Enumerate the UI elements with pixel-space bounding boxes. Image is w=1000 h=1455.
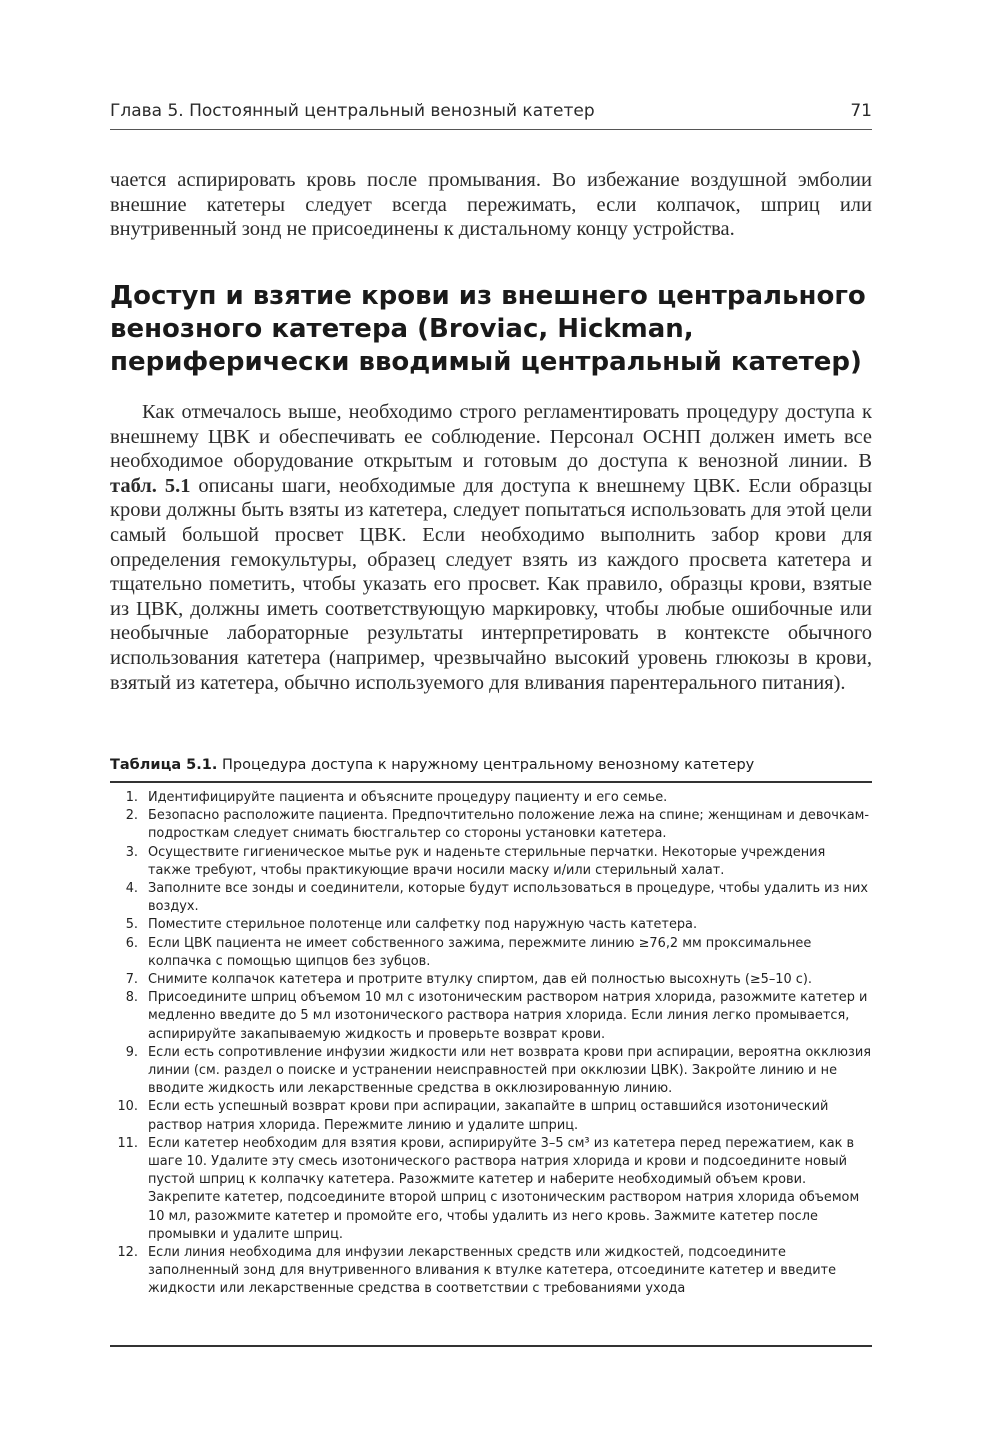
- step-number: 2.: [125, 808, 138, 824]
- step-number: 1.: [125, 790, 138, 805]
- table-label: Таблица 5.1.: [110, 757, 218, 773]
- step-text: Поместите стерильное полотенце или салфетку под наружную часть катетера.: [148, 917, 698, 933]
- step-text: Если есть сопротивление инфузии жидкости или нет возврата крови при аспирации, вероятна окклюзия линии (см. раздел о поиске и устранении неисправностей при окклюзии ЦВК). Закройте линию и не вводите жидкость или лекарственные средства в окклюзированную линию.: [148, 1044, 871, 1097]
- step-number: 6.: [125, 935, 138, 951]
- table-caption-text: Процедура доступа к наружному центральному венозному катетеру: [221, 757, 755, 773]
- step-text: Если есть успешный возврат крови при аспирации, закапайте в шприц оставшийся изотонический раствор натрия хлорида. Пережмите линию и удалите шприц.: [148, 1099, 829, 1133]
- procedure-step: [110, 1135, 872, 1244]
- table-reference: табл. 5.1: [110, 474, 191, 497]
- page-number: 71: [850, 101, 872, 121]
- section-heading: Доступ и взятие крови из внешнего центрального венозного катетера (Broviac, Hickman, периферически вводимый центральный катетер): [110, 281, 866, 377]
- procedure-step: [110, 789, 872, 807]
- paragraph-text-end: описаны шаги, необходимые для доступа к внешнему ЦВК. Если образцы крови должны быть взяты из катетера, следует попытаться использовать для этой цели самый большой просвет ЦВК. Если необходимо выполнить забор крови для определения гемокультуры, образец следует взять из каждого просвета катетера и тщательно пометить, чтобы указать его просвет. Как правило, образцы крови, взятые из ЦВК, должны иметь соответствующую маркировку, чтобы любые ошибочные или необычные лабораторные результаты интерпретировать в контексте обычного использования катетера (например, чрезвычайно высокий уровень глюкозы в крови, взятый из катетера, обычно используемого для вливания парентерального питания).: [110, 474, 873, 694]
- step-number: 11.: [117, 1135, 138, 1151]
- step-number: 3.: [125, 844, 138, 860]
- procedure-step: [110, 1244, 872, 1299]
- step-number: 12.: [117, 1245, 138, 1261]
- procedure-step: [110, 880, 872, 916]
- procedure-steps-list: [110, 789, 872, 1299]
- table-top-rule: [110, 781, 872, 783]
- step-number: 7.: [125, 972, 138, 988]
- procedure-step: [110, 1098, 872, 1134]
- step-text: Снимите колпачок катетера и протрите втулку спиртом, дав ей полностью высохнуть (≥5–10 с).: [148, 972, 813, 988]
- step-number: 10.: [117, 1099, 138, 1115]
- step-text: Идентифицируйте пациента и объясните процедуру пациенту и его семье.: [148, 790, 668, 805]
- procedure-step: [110, 807, 872, 843]
- step-text: Присоедините шприц объемом 10 мл с изотоническим раствором натрия хлорида, разожмите катетер и медленно введите до 5 мл изотонического раствора натрия хлорида. Если линия легко промывается, аспирируйте закапываемую жидкость и проверьте возврат крови.: [148, 990, 868, 1042]
- step-text: Если ЦВК пациента не имеет собственного зажима, пережмите линию ≥76,2 мм проксимальнее колпачка с помощью щипцов без зубцов.: [148, 935, 812, 969]
- step-number: 9.: [125, 1044, 138, 1060]
- section-paragraph: [110, 400, 872, 695]
- step-text: Заполните все зонды и соединители, которые будут использоваться в процедуре, чтобы удалить из них воздух.: [148, 881, 868, 915]
- running-header: [110, 97, 872, 127]
- table-bottom-rule: [110, 1345, 872, 1347]
- procedure-step: [110, 971, 872, 989]
- step-text: Осуществите гигиеническое мытье рук и наденьте стерильные перчатки. Некоторые учреждения также требуют, чтобы практикующие врачи носили маску и/или стерильный халат.: [148, 844, 826, 878]
- intro-paragraph: чается аспирировать кровь после промывания. Во избежание воздушной эмболии внешние катетеры следует всегда пережимать, если колпачок, шприц или внутривенный зонд не присоединены к дистальному концу устройства.: [110, 169, 872, 241]
- table-caption: [110, 757, 872, 773]
- paragraph-text-start: Как отмечалось выше, необходимо строго регламентировать процедуру доступа к внешнему ЦВК и обеспечивать ее соблюдение. Персонал ОСНП должен иметь все необходимое оборудование открытым и готовым до доступа к венозной линии. В: [110, 401, 872, 473]
- procedure-step: [110, 989, 872, 1044]
- header-divider: [110, 129, 872, 130]
- chapter-title: Глава 5. Постоянный центральный венозный катетер: [110, 101, 595, 121]
- procedure-step: [110, 935, 872, 971]
- procedure-step: [110, 1044, 872, 1099]
- step-number: 4.: [125, 881, 138, 897]
- procedure-step: [110, 916, 872, 934]
- step-number: 8.: [125, 990, 138, 1006]
- step-number: 5.: [125, 917, 138, 933]
- step-text: Безопасно расположите пациента. Предпочтительно положение лежа на спине; женщинам и девочкам-подросткам следует снимать бюстгальтер со стороны установки катетера.: [148, 808, 869, 842]
- procedure-step: [110, 844, 872, 880]
- step-text: Если катетер необходим для взятия крови, аспирируйте 3–5 см³ из катетера перед пережатием, как в шаге 10. Удалите эту смесь изотонического раствора натрия хлорида и крови и подсоедините новый пустой шприц к колпачку катетера. Разожмите катетер и наберите необходимый объем крови. Закрепите катетер, подсоедините второй шприц с изотоническим раствором натрия хлорида объемом 10 мл, разожмите катетер и промойте его, чтобы удалить из него кровь. Зажмите катетер после промывки и удалите шприц.: [148, 1135, 860, 1242]
- step-text: Если линия необходима для инфузии лекарственных средств или жидкостей, подсоедините заполненный зонд для внутривенного вливания к втулке катетера, отсоедините катетер и введите жидкости или лекарственные средства в соответствии с требованиями ухода: [148, 1245, 837, 1297]
